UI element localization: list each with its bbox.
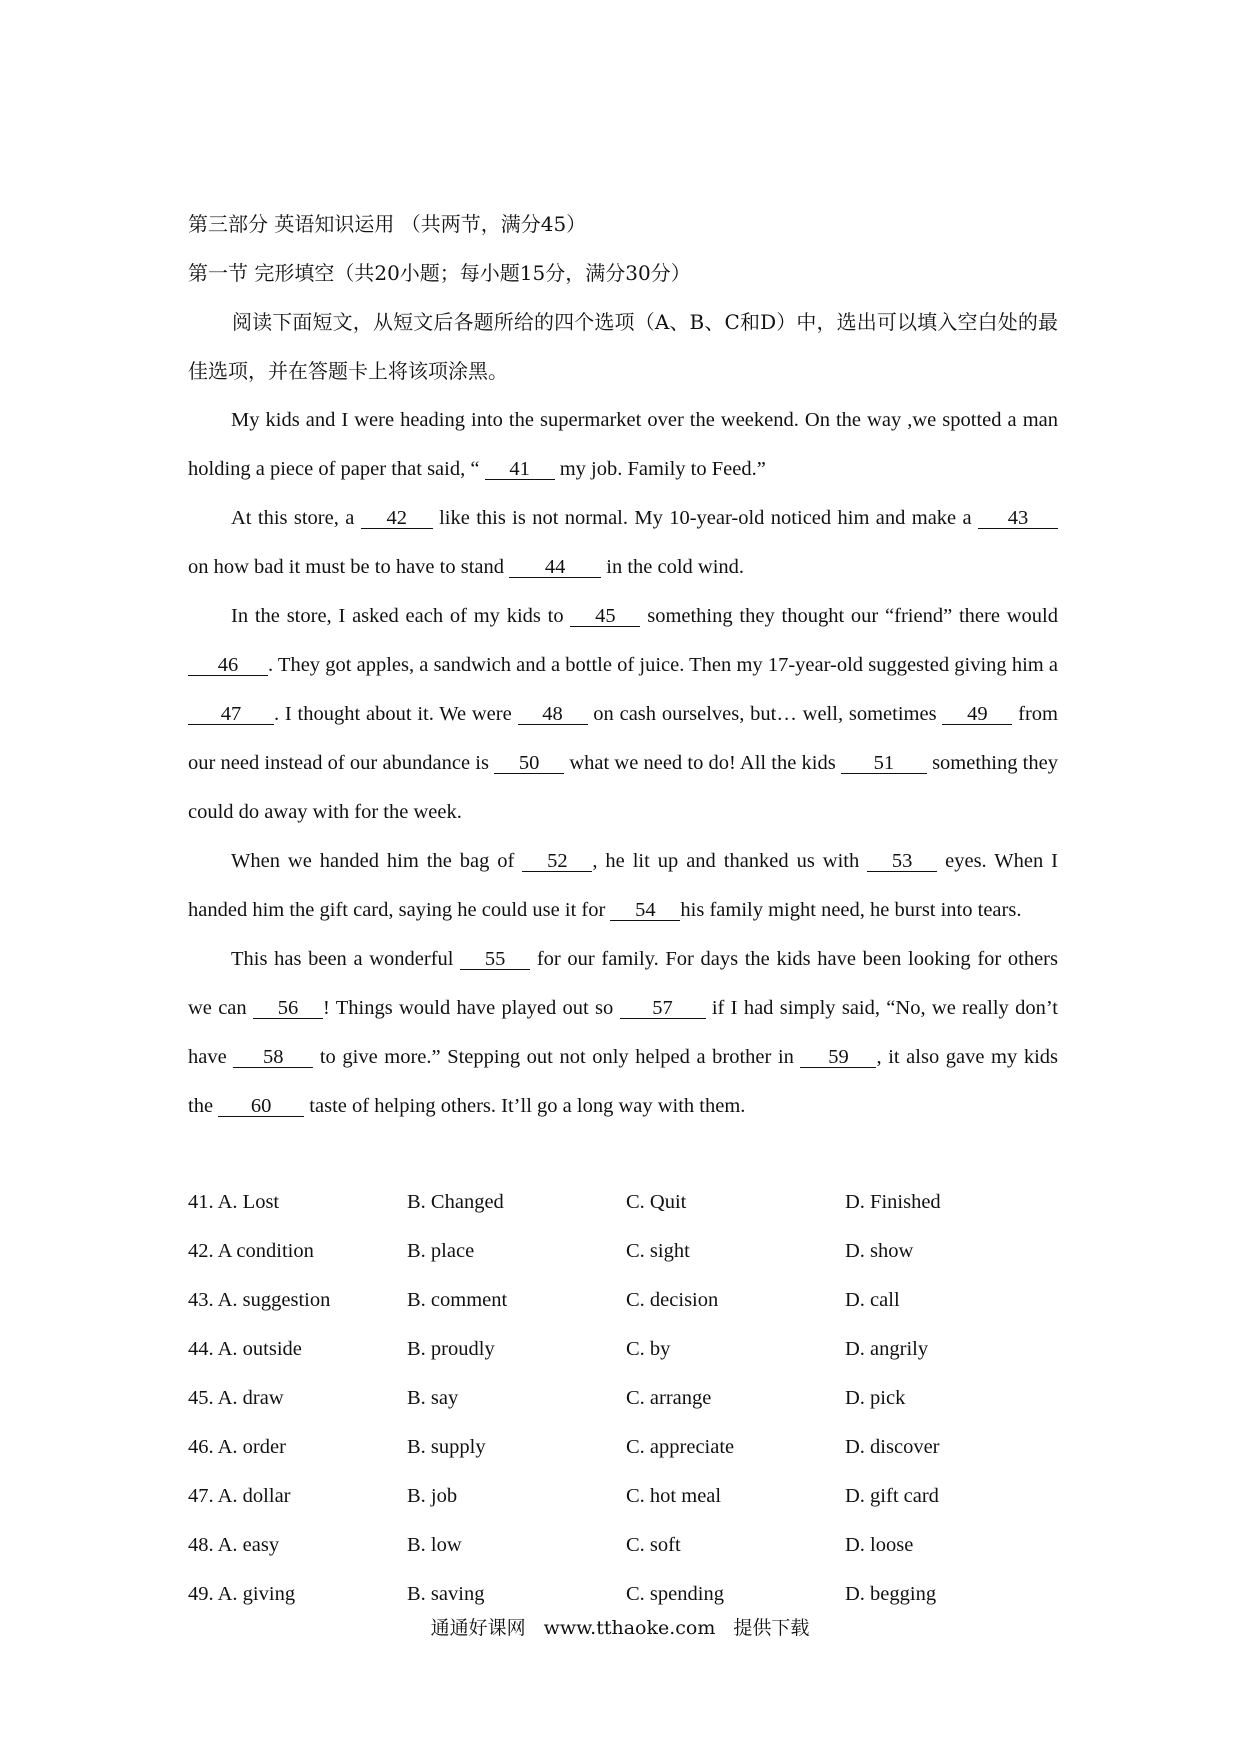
- option-49-b: B. saving: [407, 1583, 485, 1605]
- passage-text: . I thought about it. We were: [274, 703, 518, 725]
- option-41-a: 41. A. Lost: [188, 1191, 280, 1213]
- option-45-c: C. arrange: [626, 1387, 712, 1409]
- blank-52: 52: [522, 851, 592, 872]
- blank-58: 58: [233, 1047, 313, 1068]
- passage-text: taste of helping others. It’ll go a long way with them.: [304, 1095, 746, 1117]
- option-48-c: C. soft: [626, 1534, 681, 1556]
- blank-45: 45: [570, 606, 640, 627]
- option-48-a: 48. A. easy: [188, 1534, 280, 1556]
- passage-text: This has been a wonderful: [231, 948, 461, 970]
- blank-55: 55: [460, 949, 530, 970]
- passage-text: for our family. For days the kids have been looking for others we can: [188, 948, 1058, 1019]
- option-45-a: 45. A. draw: [188, 1387, 284, 1409]
- option-48-d: D. loose: [845, 1534, 914, 1556]
- paragraph-3: [188, 592, 1058, 837]
- page-footer: [0, 1616, 1240, 1640]
- passage-text: When we handed him the bag of: [231, 850, 523, 872]
- option-row-44: [188, 1325, 1068, 1374]
- option-44-c: C. by: [626, 1338, 671, 1360]
- paragraph-1: [188, 396, 1058, 494]
- option-47-b: B. job: [407, 1485, 458, 1507]
- instructions: 阅读下面短文，从短文后各题所给的四个选项（A、B、C和D）中，选出可以填入空白处的最佳选项，并在答题卡上将该项涂黑。: [188, 310, 1058, 383]
- passage-text: ! Things would have played out so: [322, 997, 620, 1019]
- option-42-b: B. place: [407, 1240, 475, 1262]
- passage-text: my job. Family to Feed.”: [554, 458, 766, 480]
- passage-text: to give more.” Stepping out not only helped a brother in: [313, 1046, 801, 1068]
- option-47-d: D. gift card: [845, 1485, 939, 1507]
- answer-options: [188, 1178, 1068, 1619]
- option-42-d: D. show: [845, 1240, 914, 1262]
- blank-43: 43: [978, 508, 1058, 529]
- passage-text: eyes. When I handed him the gift card, saying he could use it for: [188, 850, 1058, 921]
- passage-text: . They got apples, a sandwich and a bottle of juice. Then my 17-year-old suggested giving him a: [268, 654, 1058, 676]
- option-41-c: C. Quit: [626, 1191, 687, 1213]
- option-44-d: D. angrily: [845, 1338, 929, 1360]
- passage-text: what we need to do! All the kids: [564, 752, 841, 774]
- option-row-42: [188, 1227, 1068, 1276]
- option-row-47: [188, 1472, 1068, 1521]
- passage-text: something they could do away with for the week.: [188, 752, 1058, 823]
- option-41-b: B. Changed: [407, 1191, 504, 1213]
- blank-42: 42: [361, 508, 433, 529]
- passage-text: from our need instead of our abundance is: [188, 703, 1059, 774]
- option-row-48: [188, 1521, 1068, 1570]
- section-title: 第一节 完形填空（共20小题；每小题15分，满分30分）: [188, 261, 691, 285]
- option-49-a: 49. A. giving: [188, 1583, 296, 1605]
- option-row-45: [188, 1374, 1068, 1423]
- option-49-d: D. begging: [845, 1583, 937, 1605]
- option-43-b: B. comment: [407, 1289, 508, 1311]
- option-45-d: D. pick: [845, 1387, 906, 1409]
- passage-text: , it also gave my kids the: [188, 1046, 1059, 1117]
- option-row-46: [188, 1423, 1068, 1472]
- option-row-41: [188, 1178, 1068, 1227]
- passage-text: his family might need, he burst into tears.: [680, 899, 1022, 921]
- paragraph-2: [188, 494, 1058, 592]
- option-46-d: D. discover: [845, 1436, 940, 1458]
- blank-56: 56: [253, 998, 323, 1019]
- option-43-d: D. call: [845, 1289, 900, 1311]
- blank-50: 50: [494, 753, 564, 774]
- blank-46: 46: [188, 655, 268, 676]
- passage-text: in the cold wind.: [601, 556, 745, 578]
- footer-note: 提供下载: [733, 1617, 810, 1639]
- passage-text: something they thought our “friend” there would: [640, 605, 1058, 627]
- blank-49: 49: [942, 704, 1012, 725]
- option-42-c: C. sight: [626, 1240, 690, 1262]
- passage-text: if I had simply said, “No, we really don’t have: [188, 997, 1058, 1068]
- passage-text: like this is not normal. My 10-year-old noticed him and make a: [432, 507, 978, 529]
- option-49-c: C. spending: [626, 1583, 724, 1605]
- option-47-a: 47. A. dollar: [188, 1485, 291, 1507]
- option-41-d: D. Finished: [845, 1191, 941, 1213]
- blank-57: 57: [620, 998, 706, 1019]
- option-46-b: B. supply: [407, 1436, 486, 1458]
- option-row-43: [188, 1276, 1068, 1325]
- option-46-a: 46. A. order: [188, 1436, 286, 1458]
- blank-59: 59: [800, 1047, 876, 1068]
- cloze-passage: [188, 396, 1058, 1131]
- option-45-b: B. say: [407, 1387, 459, 1409]
- passage-text: on how bad it must be to have to stand: [188, 556, 510, 578]
- option-44-a: 44. A. outside: [188, 1338, 302, 1360]
- footer-url: www.tthaoke.com: [543, 1617, 716, 1639]
- blank-60: 60: [218, 1096, 304, 1117]
- blank-48: 48: [518, 704, 588, 725]
- option-row-49: [188, 1570, 1068, 1619]
- option-43-a: 43. A. suggestion: [188, 1289, 331, 1311]
- blank-51: 51: [841, 753, 927, 774]
- option-48-b: B. low: [407, 1534, 462, 1556]
- passage-text: on cash ourselves, but… well, sometimes: [587, 703, 943, 725]
- option-43-c: C. decision: [626, 1289, 719, 1311]
- passage-text: My kids and I were heading into the supermarket over the weekend. On the way ,we spotted a man holding a piece of paper that said, “: [188, 409, 1058, 480]
- option-46-c: C. appreciate: [626, 1436, 735, 1458]
- paragraph-5: [188, 935, 1058, 1131]
- option-47-c: C. hot meal: [626, 1485, 722, 1507]
- paragraph-4: [188, 837, 1058, 935]
- footer-site-name: 通通好课网: [430, 1617, 526, 1639]
- passage-text: , he lit up and thanked us with: [592, 850, 868, 872]
- option-42-a: 42. A condition: [188, 1240, 314, 1262]
- blank-44: 44: [509, 557, 601, 578]
- blank-41: 41: [485, 459, 555, 480]
- blank-47: 47: [188, 704, 274, 725]
- passage-text: At this store, a: [231, 507, 361, 529]
- blank-54: 54: [610, 900, 680, 921]
- part-title: 第三部分 英语知识运用 （共两节，满分45）: [188, 212, 587, 236]
- blank-53: 53: [867, 851, 937, 872]
- option-44-b: B. proudly: [407, 1338, 495, 1360]
- passage-text: In the store, I asked each of my kids to: [231, 605, 571, 627]
